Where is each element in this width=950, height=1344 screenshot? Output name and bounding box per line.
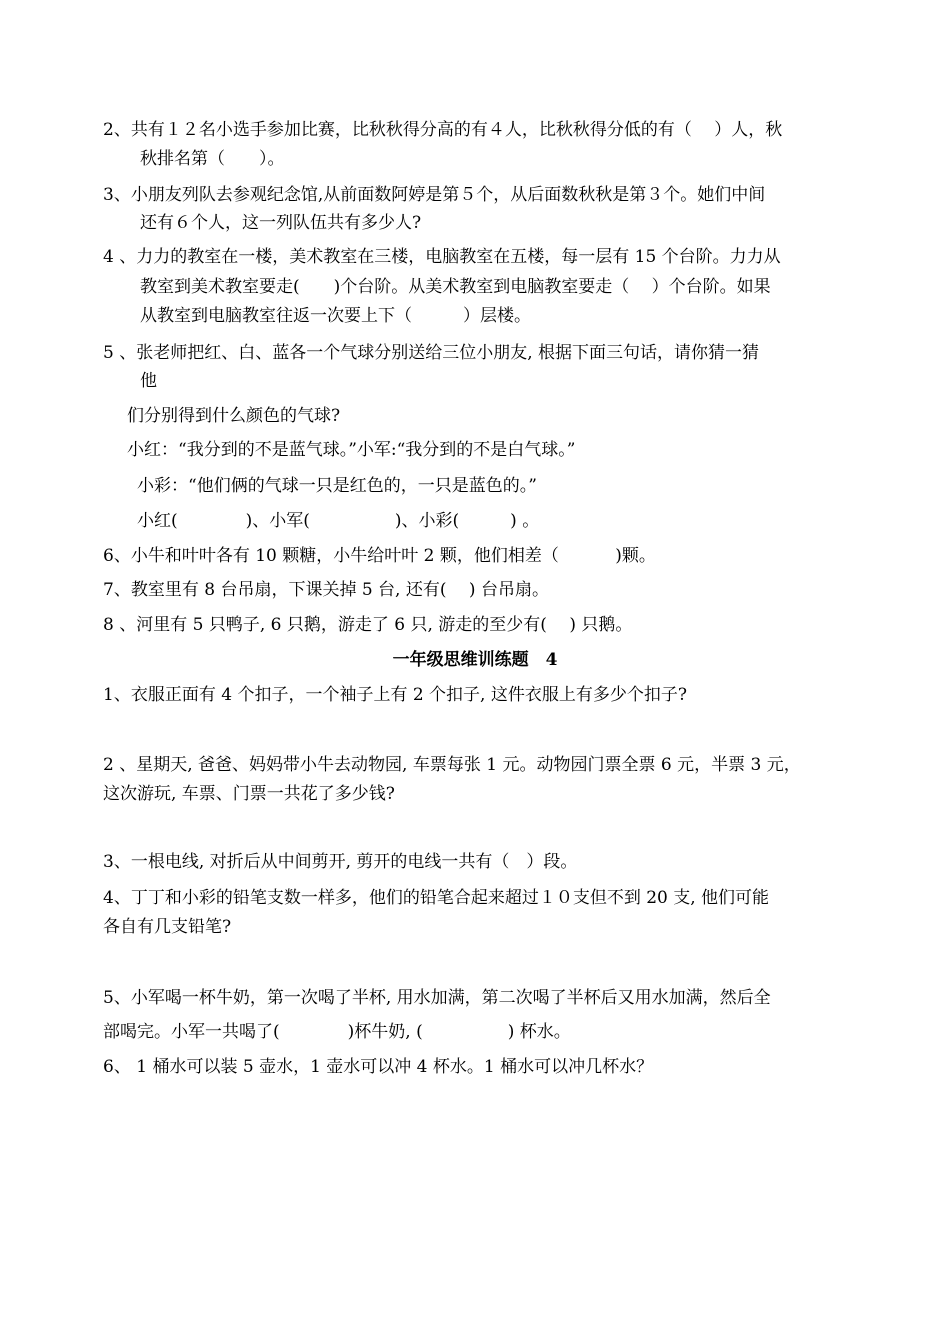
q8: 8 、河里有 5 只鸭子, 6 只鹅，游走了 6 只, 游走的至少有( ) 只鹅。 [103,615,633,635]
q4-line3: 从教室到电脑教室往返一次要上下（ ）层楼。 [140,306,531,326]
s4-q2-line1: 2 、星期天, 爸爸、妈妈带小牛去动物园, 车票每张 1 元。动物园门票全票 6 元，半票 3 元， [103,755,801,775]
s4-q4-line1: 4、丁丁和小彩的铅笔支数一样多，他们的铅笔合起来超过１０支但不到 20 支, 他们可能 [103,888,770,908]
q5-quote1: 小红：“我分到的不是蓝气球。”小军:“我分到的不是白气球。” [127,440,576,460]
s4-q2-line2: 这次游玩, 车票、门票一共花了多少钱? [103,784,395,804]
q5-line1: 5 、张老师把红、白、蓝各一个气球分别送给三位小朋友, 根据下面三句话，请你猜一猜 [103,343,760,363]
q3-line1: 3、小朋友列队去参观纪念馆,从前面数阿婷是第５个，从后面数秋秋是第３个。她们中间 [103,185,766,205]
q5-line2: 他 [140,371,157,391]
q3-line2: 还有６个人，这一列队伍共有多少人? [140,213,422,233]
q4-line1: 4 、力力的教室在一楼，美术教室在三楼，电脑教室在五楼，每一层有 15 个台阶。力力从 [103,247,781,267]
section-title: 一年级思维训练题 4 [392,650,558,670]
q5-line3: 们分别得到什么颜色的气球? [127,406,341,426]
q5-quote2: 小彩：“他们俩的气球一只是红色的，一只是蓝色的。” [137,476,537,496]
q2-line1: 2、共有１２名小选手参加比赛，比秋秋得分高的有４人，比秋秋得分低的有（ ）人，秋 [103,120,783,140]
s4-q4-line2: 各自有几支铅笔? [103,917,232,937]
q4-line2: 教室到美术教室要走( )个台阶。从美术教室到电脑教室要走（ ）个台阶。如果 [140,277,771,297]
s4-q6: 6、 1 桶水可以装 5 壶水，1 壶水可以冲 4 杯水。1 桶水可以冲几杯水？ [103,1057,654,1077]
q7: 7、教室里有 8 台吊扇，下课关掉 5 台, 还有( ) 台吊扇。 [103,580,549,600]
q5-answer: 小红( )、小军( )、小彩( ) 。 [137,511,540,531]
s4-q3: 3、一根电线, 对折后从中间剪开, 剪开的电线一共有（ ）段。 [103,852,578,872]
q6: 6、小牛和叶叶各有 10 颗糖，小牛给叶叶 2 颗，他们相差（ )颗。 [103,546,656,566]
q2-line2: 秋排名第（ ）。 [140,149,285,169]
s4-q5-line1: 5、小军喝一杯牛奶，第一次喝了半杯, 用水加满，第二次喝了半杯后又用水加满，然后全 [103,988,771,1008]
s4-q1: 1、衣服正面有 4 个扣子，一个袖子上有 2 个扣子, 这件衣服上有多少个扣子? [103,685,687,705]
s4-q5-line2: 部喝完。小军一共喝了( )杯牛奶, ( ) 杯水。 [103,1022,571,1042]
